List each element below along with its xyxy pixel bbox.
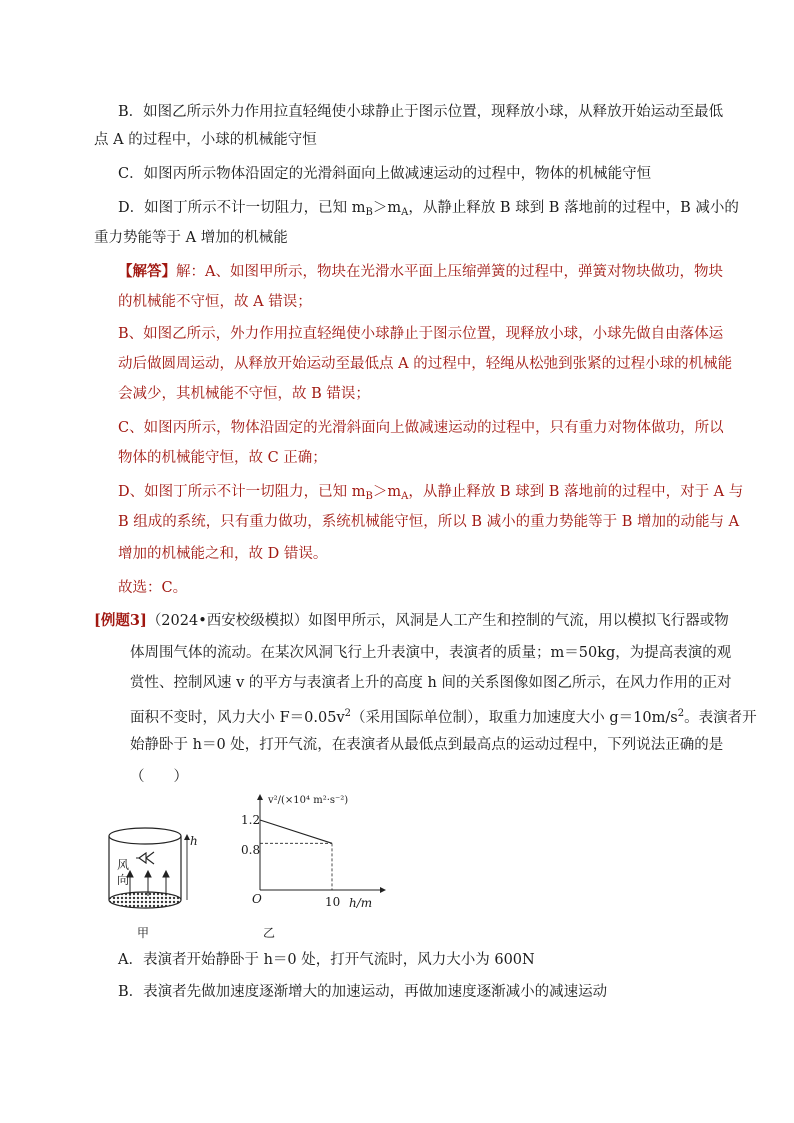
cylinder-base xyxy=(109,892,181,908)
y-axis-label: v²/(×10⁴ m²·s⁻²) xyxy=(268,795,349,806)
option-d-text: ＞m xyxy=(372,200,402,216)
answer-label: 【解答】 xyxy=(118,263,176,280)
origin-label: O xyxy=(252,892,262,906)
answer-text: 解：A、如图甲所示，物块在光滑水平面上压缩弹簧的过程中，弹簧对物块做功，物块 xyxy=(176,264,723,280)
x-axis-arrow xyxy=(380,887,386,893)
answer-line-8 xyxy=(118,482,743,507)
answer-text: D、如图丁所示不计一切阻力，已知 m xyxy=(118,484,366,500)
wind-label-2: 向 xyxy=(117,873,130,887)
answer-line-4: 动后做圆周运动，从释放开始运动至最低点 A 的过程中，轻绳从松弛到张紧的过程小球的机械能 xyxy=(118,356,733,372)
cylinder-top xyxy=(109,828,181,844)
figure-jia-label: 甲 xyxy=(137,926,150,940)
answer-line-5: 会减少，其机械能不守恒，故 B 错误； xyxy=(118,386,370,402)
subscript-b: B xyxy=(365,491,373,502)
performer-figure xyxy=(136,852,154,864)
option-d-line-2: 重力势能等于 A 增加的机械能 xyxy=(94,230,288,246)
example-text: （2024•西安校级模拟）如图甲所示，风洞是人工产生和控制的气流，用以模拟飞行器或物 xyxy=(146,613,729,629)
example-line-5: 始静卧于 h＝0 处，打开气流，在表演者从最低点到最高点的运动过程中，下列说法正确的是 xyxy=(130,737,724,753)
answer-text: ，从静止释放 B 球到 B 落地前的过程中，对于 A 与 xyxy=(408,484,744,500)
figure-yi-label: 乙 xyxy=(263,926,276,940)
example-text: （采用国际单位制），取重力加速度大小 g＝10m/s xyxy=(351,710,678,726)
option-c: C．如图丙所示物体沿固定的光滑斜面向上做减速运动的过程中，物体的机械能守恒 xyxy=(118,166,652,182)
height-label: h xyxy=(190,834,198,848)
y-tick-1-2: 1.2 xyxy=(241,813,261,827)
answer-line-10: 增加的机械能之和，故 D 错误。 xyxy=(118,546,328,562)
option-d-line-1 xyxy=(118,198,739,223)
option-d-text: D．如图丁所示不计一切阻力，已知 m xyxy=(118,200,366,216)
option-b-line-1: B．如图乙所示外力作用拉直轻绳使小球静止于图示位置，现释放小球，从释放开始运动至最低 xyxy=(118,104,724,120)
subscript-b: B xyxy=(365,207,373,218)
x-tick-10: 10 xyxy=(325,895,341,909)
subscript-a: A xyxy=(401,491,409,502)
choice-a: A．表演者开始静卧于 h＝0 处，打开气流时，风力大小为 600N xyxy=(118,952,535,968)
wind-label-1: 风 xyxy=(117,858,130,872)
example-line-2: 体周围气体的流动。在某次风洞飞行上升表演中，表演者的质量；m＝50kg，为提高表演的观 xyxy=(130,645,732,661)
example-text: 面积不变时，风力大小 F＝0.05v xyxy=(130,710,345,726)
example-line-3: 赏性、控制风速 v 的平方与表演者上升的高度 h 间的关系图像如图乙所示，在风力作用的正对 xyxy=(130,675,732,691)
example-label: [例题3] xyxy=(94,612,147,629)
choice-b: B．表演者先做加速度逐渐增大的加速运动，再做加速度逐渐减小的减速运动 xyxy=(118,984,608,1000)
answer-line-3: B、如图乙所示，外力作用拉直轻绳使小球静止于图示位置，现释放小球，小球先做自由落体运 xyxy=(118,326,724,342)
answer-parentheses: （ ） xyxy=(130,769,188,785)
answer-line-2: 的机械能不守恒，故 A 错误； xyxy=(118,294,312,310)
x-axis-label: h/m xyxy=(349,896,373,910)
answer-line-7: 物体的机械能守恒，故 C 正确； xyxy=(118,450,327,466)
y-axis-arrow xyxy=(257,794,263,800)
superscript: 2 xyxy=(677,708,685,719)
answer-choice: 故选：C。 xyxy=(118,580,188,596)
option-d-text: ，从静止释放 B 球到 B 落地前的过程中，B 减小的 xyxy=(408,200,739,216)
option-b-line-2: 点 A 的过程中，小球的机械能守恒 xyxy=(94,132,317,148)
subscript-a: A xyxy=(401,207,409,218)
superscript: 2 xyxy=(344,708,352,719)
answer-text: ＞m xyxy=(372,484,402,500)
example-text: 。表演者开 xyxy=(684,710,757,726)
example-line-1 xyxy=(94,611,729,631)
answer-line-9: B 组成的系统，只有重力做功，系统机械能守恒，所以 B 减小的重力势能等于 B 增加的动能与 A xyxy=(118,514,740,530)
answer-line-1 xyxy=(118,262,723,282)
answer-line-6: C、如图丙所示，物体沿固定的光滑斜面向上做减速运动的过程中，只有重力对物体做功，所以 xyxy=(118,420,724,436)
example-line-4 xyxy=(130,704,757,728)
y-tick-0-8: 0.8 xyxy=(241,843,261,857)
data-line xyxy=(260,820,332,843)
